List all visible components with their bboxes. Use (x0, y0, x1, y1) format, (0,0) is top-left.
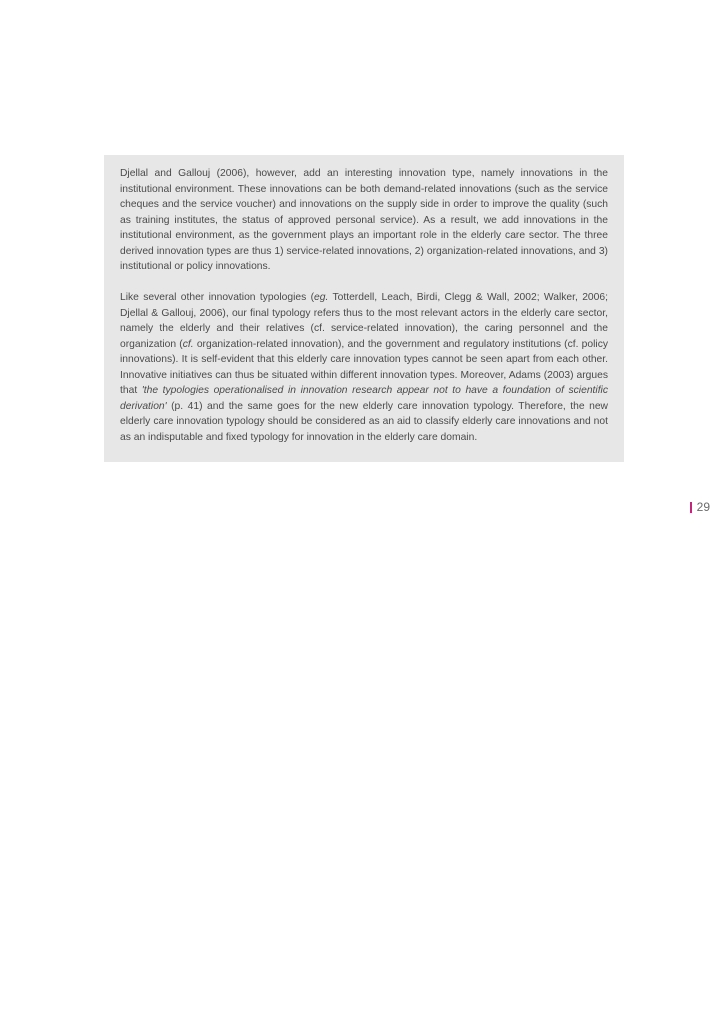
page-number-value: 29 (696, 500, 710, 514)
paragraph-2-part-1: Like several other innovation typologies ( (120, 292, 314, 303)
paragraph-1: Djellal and Gallouj (2006), however, add an interesting innovation type, namely innovations in the institutional environment. These innovations can be both demand-related innovations (such as the service cheques and the service voucher) and innovations on the supply side in order to improve the quality (such as training institutes, the status of approved personal service). As a result, we add innovations in the institutional environment, as the government plays an important role in the elderly care sector. The three derived innovation types are thus 1) service-related innovations, 2) organization-related innovations, and 3) institutional or policy innovations. (120, 168, 608, 272)
paragraph-2-part-3: organization-related innovation), and the government and regulatory institutions (cf. policy innovations). It is self-evident that this elderly care innovation types cannot be seen apart from each other. Innovative initiatives can thus be situated within different innovation types. Moreover, Adams (2003) argues that (120, 338, 608, 396)
page-marker-bar (690, 502, 692, 513)
page-number (690, 500, 710, 514)
paragraph-2-part-2: Totterdell, Leach, Birdi, Clegg & Wall, 2002; Walker, 2006; Djellal & Gallouj, 2006), our final typology refers thus to the most relevant actors in the elderly care sector, namely the elderly and their relatives (cf. service-related innovation), the caring personnel and the organization ( (120, 292, 608, 350)
paragraph-2-eg: eg. (314, 292, 329, 303)
paragraph-2 (120, 290, 608, 445)
paragraph-2-part-4: (p. 41) and the same goes for the new elderly care innovation typology. Therefore, the new elderly care innovation typology should be considered as an aid to classify elderly care innovations and not as an indisputable and fixed typology for innovation in the elderly care domain. (120, 400, 608, 443)
text-box (104, 155, 624, 462)
paragraph-2-cf: cf. (182, 338, 194, 350)
paragraph-2-quote: 'the typologies operationalised in innovation research appear not to have a foundation of scientific derivation' (120, 385, 608, 412)
